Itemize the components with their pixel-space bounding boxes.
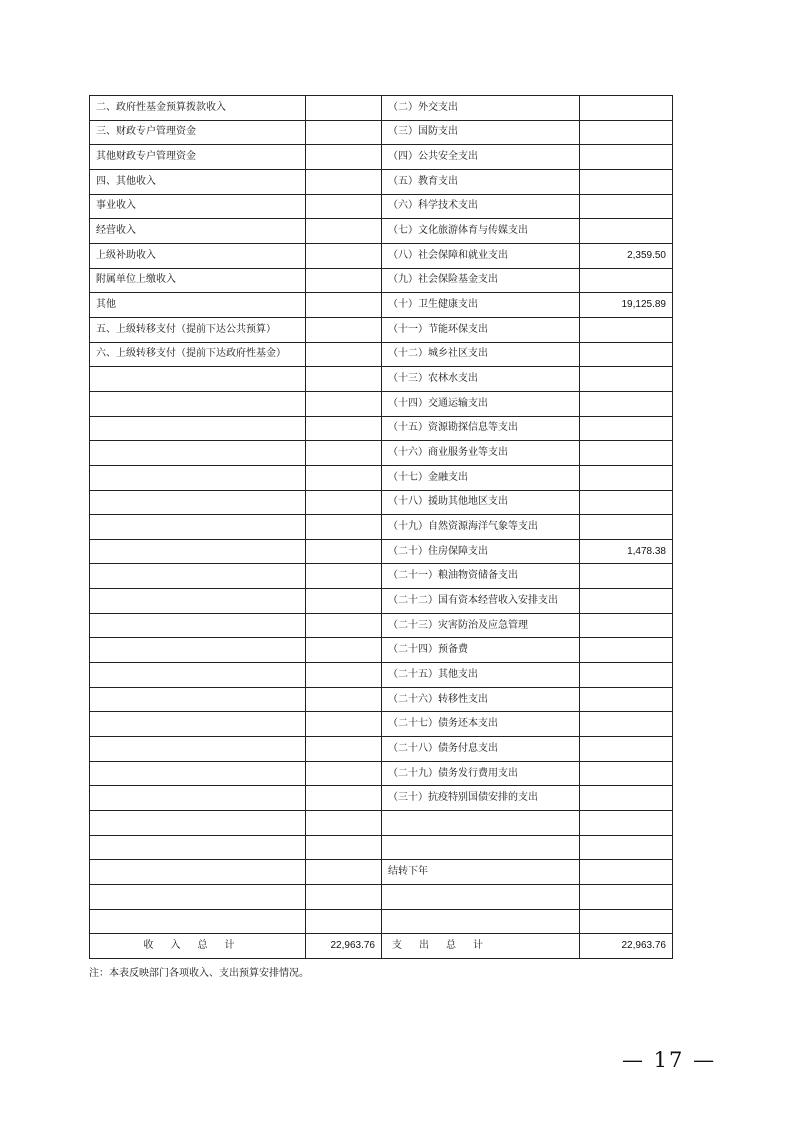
- expense-item-cell: （二十七）债务还本支出: [382, 712, 580, 737]
- expense-amount-cell: [580, 589, 673, 614]
- income-item-cell: [90, 441, 306, 466]
- income-item-cell: [90, 465, 306, 490]
- expense-item-cell: （三十）抗疫特别国债安排的支出: [382, 786, 580, 811]
- income-amount-cell: [306, 293, 382, 318]
- table-row: [90, 539, 673, 564]
- expense-amount-cell: [580, 811, 673, 836]
- income-amount-cell: [306, 835, 382, 860]
- income-item-cell: 三、财政专户管理资金: [90, 120, 306, 145]
- expense-item-cell: （二十四）预备费: [382, 638, 580, 663]
- income-amount-cell: [306, 539, 382, 564]
- income-item-cell: [90, 416, 306, 441]
- income-item-cell: [90, 490, 306, 515]
- expense-item-cell: （二十九）债务发行费用支出: [382, 761, 580, 786]
- income-amount-cell: [306, 342, 382, 367]
- expense-item-cell: [382, 811, 580, 836]
- income-item-cell: 经营收入: [90, 219, 306, 244]
- expense-item-cell: [382, 885, 580, 910]
- table-row: [90, 416, 673, 441]
- table-row: [90, 786, 673, 811]
- income-amount-cell: [306, 786, 382, 811]
- income-amount-cell: [306, 243, 382, 268]
- table-row: [90, 120, 673, 145]
- table-row: [90, 96, 673, 121]
- income-item-cell: [90, 539, 306, 564]
- income-amount-cell: [306, 367, 382, 392]
- income-item-cell: [90, 391, 306, 416]
- income-item-cell: [90, 909, 306, 934]
- table-note: 注：本表反映部门各项收入、支出预算安排情况。: [89, 968, 309, 979]
- expense-item-cell: （十六）商业服务业等支出: [382, 441, 580, 466]
- expense-item-cell: （十八）援助其他地区支出: [382, 490, 580, 515]
- income-amount-cell: [306, 515, 382, 540]
- expense-total-label: 支出总计: [382, 934, 580, 959]
- expense-item-cell: （十四）交通运输支出: [382, 391, 580, 416]
- expense-item-cell: （三）国防支出: [382, 120, 580, 145]
- income-total-label: 收入总计: [90, 934, 306, 959]
- income-item-cell: [90, 613, 306, 638]
- expense-item-cell: （二十三）灾害防治及应急管理: [382, 613, 580, 638]
- expense-total-amount: 22,963.76: [580, 934, 673, 959]
- income-amount-cell: [306, 120, 382, 145]
- table-row: [90, 293, 673, 318]
- expense-amount-cell: [580, 96, 673, 121]
- expense-amount-cell: [580, 687, 673, 712]
- income-amount-cell: [306, 663, 382, 688]
- table-row: [90, 367, 673, 392]
- income-item-cell: [90, 589, 306, 614]
- expense-amount-cell: [580, 663, 673, 688]
- income-amount-cell: [306, 317, 382, 342]
- income-amount-cell: [306, 638, 382, 663]
- expense-item-cell: （二十一）粮油物资储备支出: [382, 564, 580, 589]
- expense-amount-cell: [580, 441, 673, 466]
- expense-item-cell: [382, 835, 580, 860]
- income-amount-cell: [306, 613, 382, 638]
- expense-amount-cell: [580, 712, 673, 737]
- expense-item-cell: （十二）城乡社区支出: [382, 342, 580, 367]
- income-amount-cell: [306, 219, 382, 244]
- income-amount-cell: [306, 564, 382, 589]
- expense-item-cell: （二十二）国有资本经营收入安排支出: [382, 589, 580, 614]
- table-row: [90, 613, 673, 638]
- income-amount-cell: [306, 885, 382, 910]
- income-item-cell: [90, 811, 306, 836]
- expense-amount-cell: [580, 391, 673, 416]
- income-amount-cell: [306, 465, 382, 490]
- income-amount-cell: [306, 687, 382, 712]
- expense-item-cell: （十）卫生健康支出: [382, 293, 580, 318]
- income-amount-cell: [306, 811, 382, 836]
- table-row: [90, 317, 673, 342]
- expense-amount-cell: [580, 169, 673, 194]
- income-item-cell: [90, 638, 306, 663]
- expense-amount-cell: [580, 416, 673, 441]
- income-amount-cell: [306, 391, 382, 416]
- expense-item-cell: （二）外交支出: [382, 96, 580, 121]
- table-row: [90, 663, 673, 688]
- income-amount-cell: [306, 441, 382, 466]
- table-row: [90, 169, 673, 194]
- income-amount-cell: [306, 761, 382, 786]
- table-row: [90, 243, 673, 268]
- table-row: [90, 194, 673, 219]
- income-item-cell: [90, 712, 306, 737]
- table-row: [90, 638, 673, 663]
- expense-item-cell: （十五）资源勘探信息等支出: [382, 416, 580, 441]
- page-number: — 17 —: [622, 1048, 717, 1072]
- expense-amount-cell: [580, 638, 673, 663]
- table-row: [90, 811, 673, 836]
- expense-amount-cell: [580, 786, 673, 811]
- expense-amount-cell: [580, 120, 673, 145]
- income-amount-cell: [306, 712, 382, 737]
- table-row: [90, 835, 673, 860]
- expense-amount-cell: 19,125.89: [580, 293, 673, 318]
- expense-item-cell: （六）科学技术支出: [382, 194, 580, 219]
- expense-amount-cell: [580, 515, 673, 540]
- expense-amount-cell: [580, 219, 673, 244]
- expense-item-cell: （二十八）债务付息支出: [382, 737, 580, 762]
- income-amount-cell: [306, 909, 382, 934]
- expense-amount-cell: [580, 465, 673, 490]
- expense-item-cell: 结转下年: [382, 860, 580, 885]
- expense-item-cell: （二十）住房保障支出: [382, 539, 580, 564]
- table-row: [90, 490, 673, 515]
- expense-amount-cell: 1,478.38: [580, 539, 673, 564]
- expense-amount-cell: [580, 145, 673, 170]
- income-amount-cell: [306, 145, 382, 170]
- table-row: [90, 885, 673, 910]
- income-item-cell: [90, 786, 306, 811]
- expense-amount-cell: 2,359.50: [580, 243, 673, 268]
- expense-item-cell: （五）教育支出: [382, 169, 580, 194]
- budget-table: [89, 95, 673, 959]
- expense-item-cell: [382, 909, 580, 934]
- expense-item-cell: （八）社会保障和就业支出: [382, 243, 580, 268]
- table-row: [90, 589, 673, 614]
- income-item-cell: [90, 885, 306, 910]
- expense-amount-cell: [580, 194, 673, 219]
- table-row: [90, 145, 673, 170]
- table-row: [90, 687, 673, 712]
- table-row: [90, 465, 673, 490]
- expense-item-cell: （七）文化旅游体育与传媒支出: [382, 219, 580, 244]
- income-amount-cell: [306, 589, 382, 614]
- table-row: [90, 909, 673, 934]
- table-row: [90, 342, 673, 367]
- income-item-cell: [90, 737, 306, 762]
- expense-amount-cell: [580, 367, 673, 392]
- expense-item-cell: （二十五）其他支出: [382, 663, 580, 688]
- income-item-cell: 事业收入: [90, 194, 306, 219]
- expense-item-cell: （二十六）转移性支出: [382, 687, 580, 712]
- expense-amount-cell: [580, 835, 673, 860]
- table-row: [90, 219, 673, 244]
- income-item-cell: 其他财政专户管理资金: [90, 145, 306, 170]
- income-amount-cell: [306, 169, 382, 194]
- income-amount-cell: [306, 194, 382, 219]
- income-item-cell: 上级补助收入: [90, 243, 306, 268]
- expense-amount-cell: [580, 317, 673, 342]
- income-item-cell: [90, 761, 306, 786]
- income-amount-cell: [306, 860, 382, 885]
- expense-amount-cell: [580, 268, 673, 293]
- expense-amount-cell: [580, 342, 673, 367]
- table-row: [90, 515, 673, 540]
- income-amount-cell: [306, 268, 382, 293]
- table-row: [90, 860, 673, 885]
- income-item-cell: [90, 860, 306, 885]
- table-row: [90, 391, 673, 416]
- expense-item-cell: （十九）自然资源海洋气象等支出: [382, 515, 580, 540]
- expense-item-cell: （四）公共安全支出: [382, 145, 580, 170]
- income-item-cell: [90, 515, 306, 540]
- income-item-cell: 六、上级转移支付（提前下达政府性基金）: [90, 342, 306, 367]
- totals-row: [90, 934, 673, 959]
- income-amount-cell: [306, 96, 382, 121]
- table-row: [90, 712, 673, 737]
- income-item-cell: 四、其他收入: [90, 169, 306, 194]
- expense-amount-cell: [580, 761, 673, 786]
- income-total-amount: 22,963.76: [306, 934, 382, 959]
- income-amount-cell: [306, 416, 382, 441]
- table-row: [90, 564, 673, 589]
- expense-amount-cell: [580, 885, 673, 910]
- table-row: [90, 761, 673, 786]
- income-item-cell: [90, 687, 306, 712]
- expense-amount-cell: [580, 737, 673, 762]
- table-row: [90, 268, 673, 293]
- expense-item-cell: （十三）农林水支出: [382, 367, 580, 392]
- expense-amount-cell: [580, 909, 673, 934]
- income-item-cell: [90, 367, 306, 392]
- table-row: [90, 441, 673, 466]
- income-item-cell: 其他: [90, 293, 306, 318]
- income-item-cell: 五、上级转移支付（提前下达公共预算）: [90, 317, 306, 342]
- expense-item-cell: （九）社会保险基金支出: [382, 268, 580, 293]
- expense-amount-cell: [580, 490, 673, 515]
- income-item-cell: [90, 564, 306, 589]
- income-item-cell: 附属单位上缴收入: [90, 268, 306, 293]
- income-item-cell: [90, 663, 306, 688]
- expense-item-cell: （十一）节能环保支出: [382, 317, 580, 342]
- budget-table-body: [90, 96, 673, 934]
- expense-item-cell: （十七）金融支出: [382, 465, 580, 490]
- expense-amount-cell: [580, 613, 673, 638]
- income-amount-cell: [306, 737, 382, 762]
- income-item-cell: [90, 835, 306, 860]
- income-item-cell: 二、政府性基金预算拨款收入: [90, 96, 306, 121]
- expense-amount-cell: [580, 564, 673, 589]
- expense-amount-cell: [580, 860, 673, 885]
- income-amount-cell: [306, 490, 382, 515]
- table-row: [90, 737, 673, 762]
